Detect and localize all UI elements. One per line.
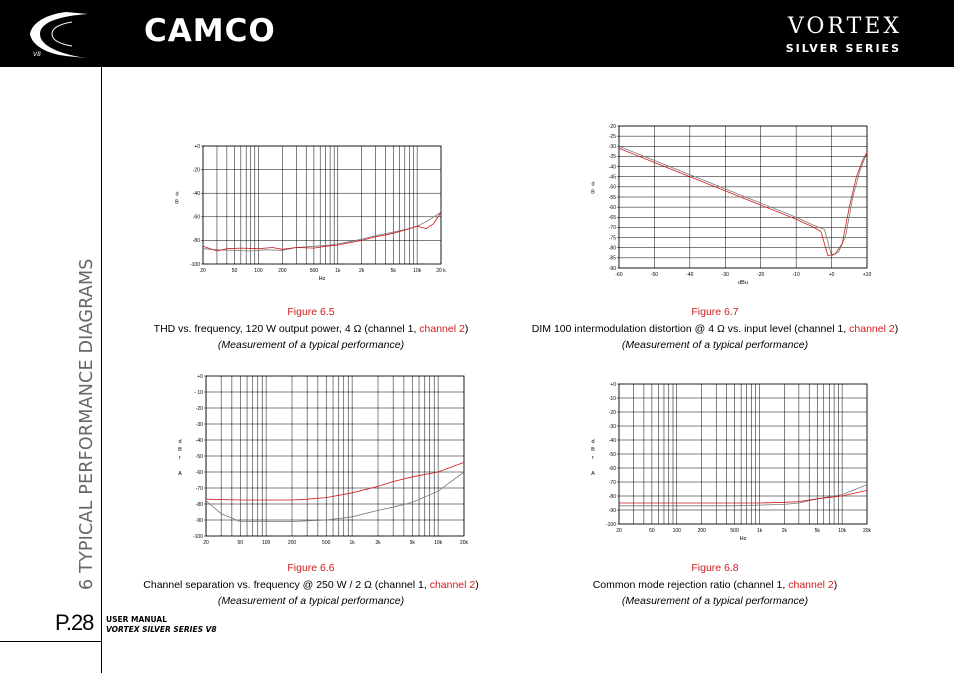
chart-channel-separation [178,370,469,552]
y-tick-label: -80 [608,245,616,252]
figure-note: (Measurement of a typical performance) [217,339,405,351]
y-tick-label: -40 [608,164,616,171]
figure-number: Figure 6.5 [287,306,335,318]
y-axis-label: d [591,438,595,445]
x-tick-label: -10 [792,272,800,278]
y-tick-label: -30 [608,144,616,151]
figure-note: (Measurement of a typical performance) [621,595,809,607]
x-tick-label: 200 [287,540,297,546]
x-tick-label: -50 [650,272,659,278]
x-tick-label: 500 [309,268,319,274]
figure-caption-6-6 [131,560,491,610]
x-tick-label: 50 [237,540,244,546]
x-tick-label: 500 [730,528,739,534]
y-tick-label: -40 [195,437,203,444]
figure-description: THD vs. frequency, 120 W output power, 4 Ω (channel 1, channel 2) [153,322,469,335]
x-tick-label: 200 [278,268,287,274]
figure-note: (Measurement of a typical performance) [621,339,809,351]
y-tick-label: -60 [608,465,616,472]
x-tick-label: 2k [359,268,365,274]
y-tick-label: +0 [610,381,616,388]
footer-divider [0,641,101,642]
y-tick-label: -60 [195,469,203,476]
x-tick-label: 20 [200,268,206,274]
y-axis-label: d [591,181,595,188]
x-tick-label: 50 [649,528,655,534]
series-channel-1 [203,212,441,251]
y-tick-label: -20 [195,405,203,412]
y-axis-label: d [175,191,179,198]
y-tick-label: -100 [189,261,200,268]
margin-divider [101,67,102,673]
product-name: VORTEX [787,14,902,39]
figure-caption-6-8 [515,560,915,610]
x-tick-label: 500 [322,540,331,546]
figure-description: DIM 100 intermodulation distortion @ 4 Ω vs. input level (channel 1, channel 2) [531,322,899,335]
chart-dim100-imd [585,122,872,288]
y-tick-label: -20 [608,409,616,416]
chart-svg [178,370,469,552]
y-tick-label: -75 [608,235,616,242]
y-tick-label: -25 [608,133,616,140]
y-tick-label: -80 [195,501,203,508]
x-tick-label: 20 [203,540,209,546]
x-tick-label: +0 [828,272,835,278]
series-channel-2 [203,212,441,251]
y-tick-label: +0 [197,373,203,380]
x-tick-label: -30 [721,272,729,278]
x-tick-label: -60 [615,272,623,278]
x-tick-label: 1k [349,540,355,546]
x-tick-label: 200 [697,528,706,534]
y-tick-label: -90 [608,265,616,272]
x-tick-label: 1k [335,268,341,274]
product-series: SILVER SERIES [785,42,901,55]
figure-number: Figure 6.6 [287,562,335,574]
series-channel-1 [206,472,464,522]
x-tick-label: 20k [459,540,469,546]
chart-svg [585,122,872,288]
y-tick-label: -55 [608,194,616,201]
x-tick-label: 2k [781,528,787,534]
x-tick-label: 10k [838,528,847,534]
y-axis-label: d [178,439,182,446]
figure-caption-6-7 [515,304,915,354]
y-axis-label: r [179,455,181,462]
y-tick-label: -20 [608,123,616,130]
y-tick-label: -70 [195,485,203,492]
y-tick-label: -40 [192,191,200,197]
figure-note: (Measurement of a typical performance) [217,595,405,607]
y-tick-label: -50 [608,184,616,191]
x-tick-label: 5k [409,540,415,546]
series-channel-2 [619,148,867,256]
y-tick-label: -100 [605,521,616,528]
y-tick-label: -60 [192,214,200,221]
manual-subtitle: VORTEX SILVER SERIES V8 [106,625,217,635]
x-tick-label: 100 [261,540,271,546]
y-tick-label: -10 [608,395,616,402]
y-tick-label: -60 [608,204,616,211]
x-tick-label: +10 [862,272,872,278]
brand-name: CAMCO [144,13,276,49]
figure-description: Common mode rejection ratio (channel 1, channel 2) [592,578,838,591]
y-tick-label: -80 [608,493,616,500]
y-tick-label: -90 [608,507,616,514]
x-tick-label: 10k [413,268,422,274]
chart-svg [175,140,447,290]
y-tick-label: -40 [608,437,616,444]
y-tick-label: -35 [608,154,616,161]
y-tick-label: -65 [608,215,616,222]
x-tick-label: 20 k [436,268,446,274]
y-axis-label: A [591,470,595,477]
y-tick-label: -50 [195,453,203,460]
y-tick-label: -100 [192,533,203,540]
y-axis-label: B [591,189,595,196]
y-tick-label: -85 [608,255,616,262]
y-tick-label: -50 [608,451,616,458]
manual-title: USER MANUAL [106,615,167,624]
x-axis-label: Hz [318,276,326,282]
x-tick-label: -40 [686,272,694,278]
y-axis-label: B [175,199,179,206]
section-title: 6 TYPICAL PERFORMANCE DIAGRAMS [77,258,97,590]
x-tick-label: 5k [390,268,396,274]
y-axis-label: B [178,447,182,454]
y-tick-label: -80 [192,238,200,245]
x-tick-label: 1k [756,528,763,534]
x-tick-label: 10k [434,540,443,546]
x-tick-label: 5k [814,528,820,534]
header-bar [0,0,954,67]
x-axis-label: dBu [738,280,748,286]
y-tick-label: - 10 [194,389,203,396]
manual-label [106,615,217,635]
y-axis-label: r [592,454,594,461]
series-channel-2 [206,462,464,500]
x-tick-label: 20k [862,528,872,534]
y-tick-label: -30 [195,421,203,428]
x-tick-label: -20 [757,272,765,278]
chart-svg [585,378,872,546]
figure-number: Figure 6.7 [691,306,739,318]
y-tick-label: -70 [608,225,616,232]
chart-cmrr [585,378,872,546]
series-channel-1 [619,146,867,256]
x-tick-label: 100 [254,268,263,274]
x-tick-label: 50 [231,268,238,274]
y-axis-label: A [178,471,182,478]
figure-description: Channel separation vs. frequency @ 250 W / 2 Ω (channel 1, channel 2) [143,578,479,591]
y-tick-label: -30 [608,423,616,430]
y-tick-label: -70 [608,479,616,486]
x-tick-label: 2k [375,540,381,546]
plot-frame [203,146,441,264]
x-axis-label: Hz [739,536,747,542]
page-number: P.28 [55,610,94,635]
y-tick-label: +0 [194,143,200,150]
x-tick-label: 100 [672,528,681,534]
logo-tag: V8 [33,51,41,58]
figure-caption-6-5 [131,304,491,354]
figure-number: Figure 6.8 [691,562,739,574]
y-tick-label: -90 [195,517,203,524]
y-tick-label: -45 [608,174,616,181]
y-tick-label: -20 [192,167,200,174]
chart-thd-vs-frequency [175,140,447,290]
y-axis-label: B [591,446,595,453]
x-tick-label: 20 [616,528,622,534]
